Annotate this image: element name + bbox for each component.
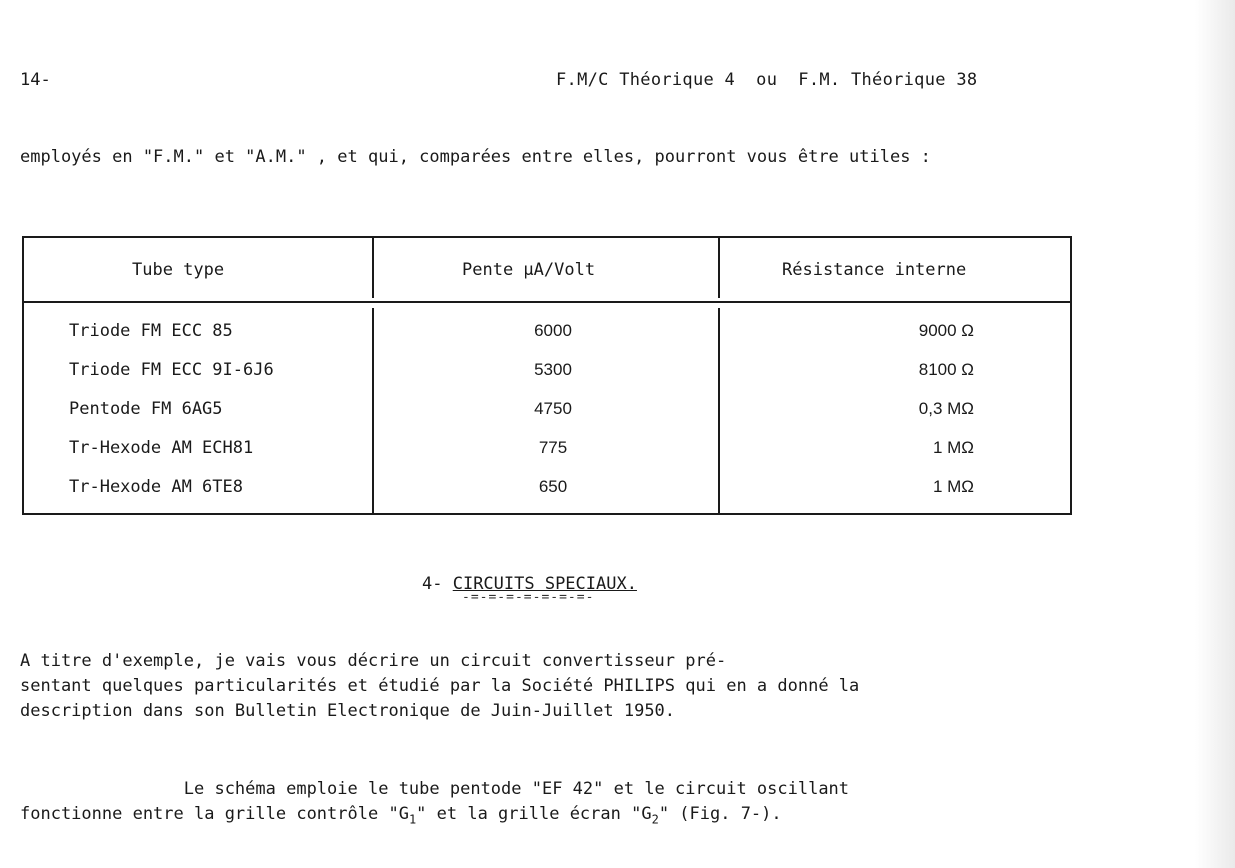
header-pente: Pente µA/Volt xyxy=(462,260,596,280)
tube-type-cell: Tr-Hexode AM ECH81 xyxy=(69,438,254,458)
section-underline-dashes: -=-=-=-=-=-=-=- xyxy=(462,590,595,605)
table-header-row xyxy=(24,238,1070,303)
section-title: CIRCUITS SPECIAUX. xyxy=(452,574,637,594)
pente-cell: 650 xyxy=(538,477,568,496)
pente-cell: 6000 xyxy=(534,321,572,340)
page-header-title: F.M/C Théorique 4 ou F.M. Théorique 38 xyxy=(556,70,978,90)
pente-cell: 775 xyxy=(538,438,568,457)
header-tube-type: Tube type xyxy=(132,260,225,280)
paragraph-2 xyxy=(20,777,1100,832)
header-resistance: Résistance interne xyxy=(782,260,967,280)
tube-type-cell: Triode FM ECC 9I-6J6 xyxy=(69,360,274,380)
paragraph-1: A titre d'exemple, je vais vous décrire un circuit convertisseur pré- sentant quelques particularités et étudié par la Société PHILIPS qui en a donné la description dans son Bulletin Electronique de Juin-Juillet 1950. xyxy=(20,651,860,721)
paragraph-2-line-2c: " (Fig. 7-). xyxy=(658,804,782,824)
paragraph-2-line-2b: " et la grille écran "G xyxy=(416,804,652,824)
table-row xyxy=(24,438,1070,477)
g2-subscript: 2 xyxy=(651,812,659,827)
resistance-cell: 9000 Ω xyxy=(918,321,974,340)
resistance-cell: 8100 Ω xyxy=(918,360,974,379)
column-divider xyxy=(372,238,374,298)
resistance-cell: 0,3 MΩ xyxy=(918,399,974,418)
pente-cell: 5300 xyxy=(534,360,572,379)
paragraph-2-line-2a: fonctionne entre la grille contrôle "G xyxy=(20,804,409,824)
g1-subscript: 1 xyxy=(408,812,417,827)
resistance-cell: 1 MΩ xyxy=(932,477,974,496)
pente-cell: 4750 xyxy=(534,399,572,418)
page-number: 14- xyxy=(20,70,51,90)
table-row xyxy=(24,477,1070,516)
scan-edge-shadow xyxy=(1195,0,1235,868)
column-divider xyxy=(718,238,720,298)
section-heading xyxy=(422,574,637,605)
tube-table xyxy=(22,236,1072,515)
table-row xyxy=(24,399,1070,438)
table-row xyxy=(24,321,1070,360)
resistance-cell: 1 MΩ xyxy=(932,438,974,457)
intro-text: employés en "F.M." et "A.M." , et qui, comparées entre elles, pourront vous être utiles : xyxy=(20,147,931,167)
tube-type-cell: Pentode FM 6AG5 xyxy=(69,399,223,419)
tube-type-cell: Tr-Hexode AM 6TE8 xyxy=(69,477,243,497)
table-row xyxy=(24,360,1070,399)
section-number: 4- xyxy=(422,574,453,594)
paragraph-2-line-1: Le schéma emploie le tube pentode "EF 42" et le circuit oscillant xyxy=(20,779,850,799)
tube-type-cell: Triode FM ECC 85 xyxy=(69,321,233,341)
